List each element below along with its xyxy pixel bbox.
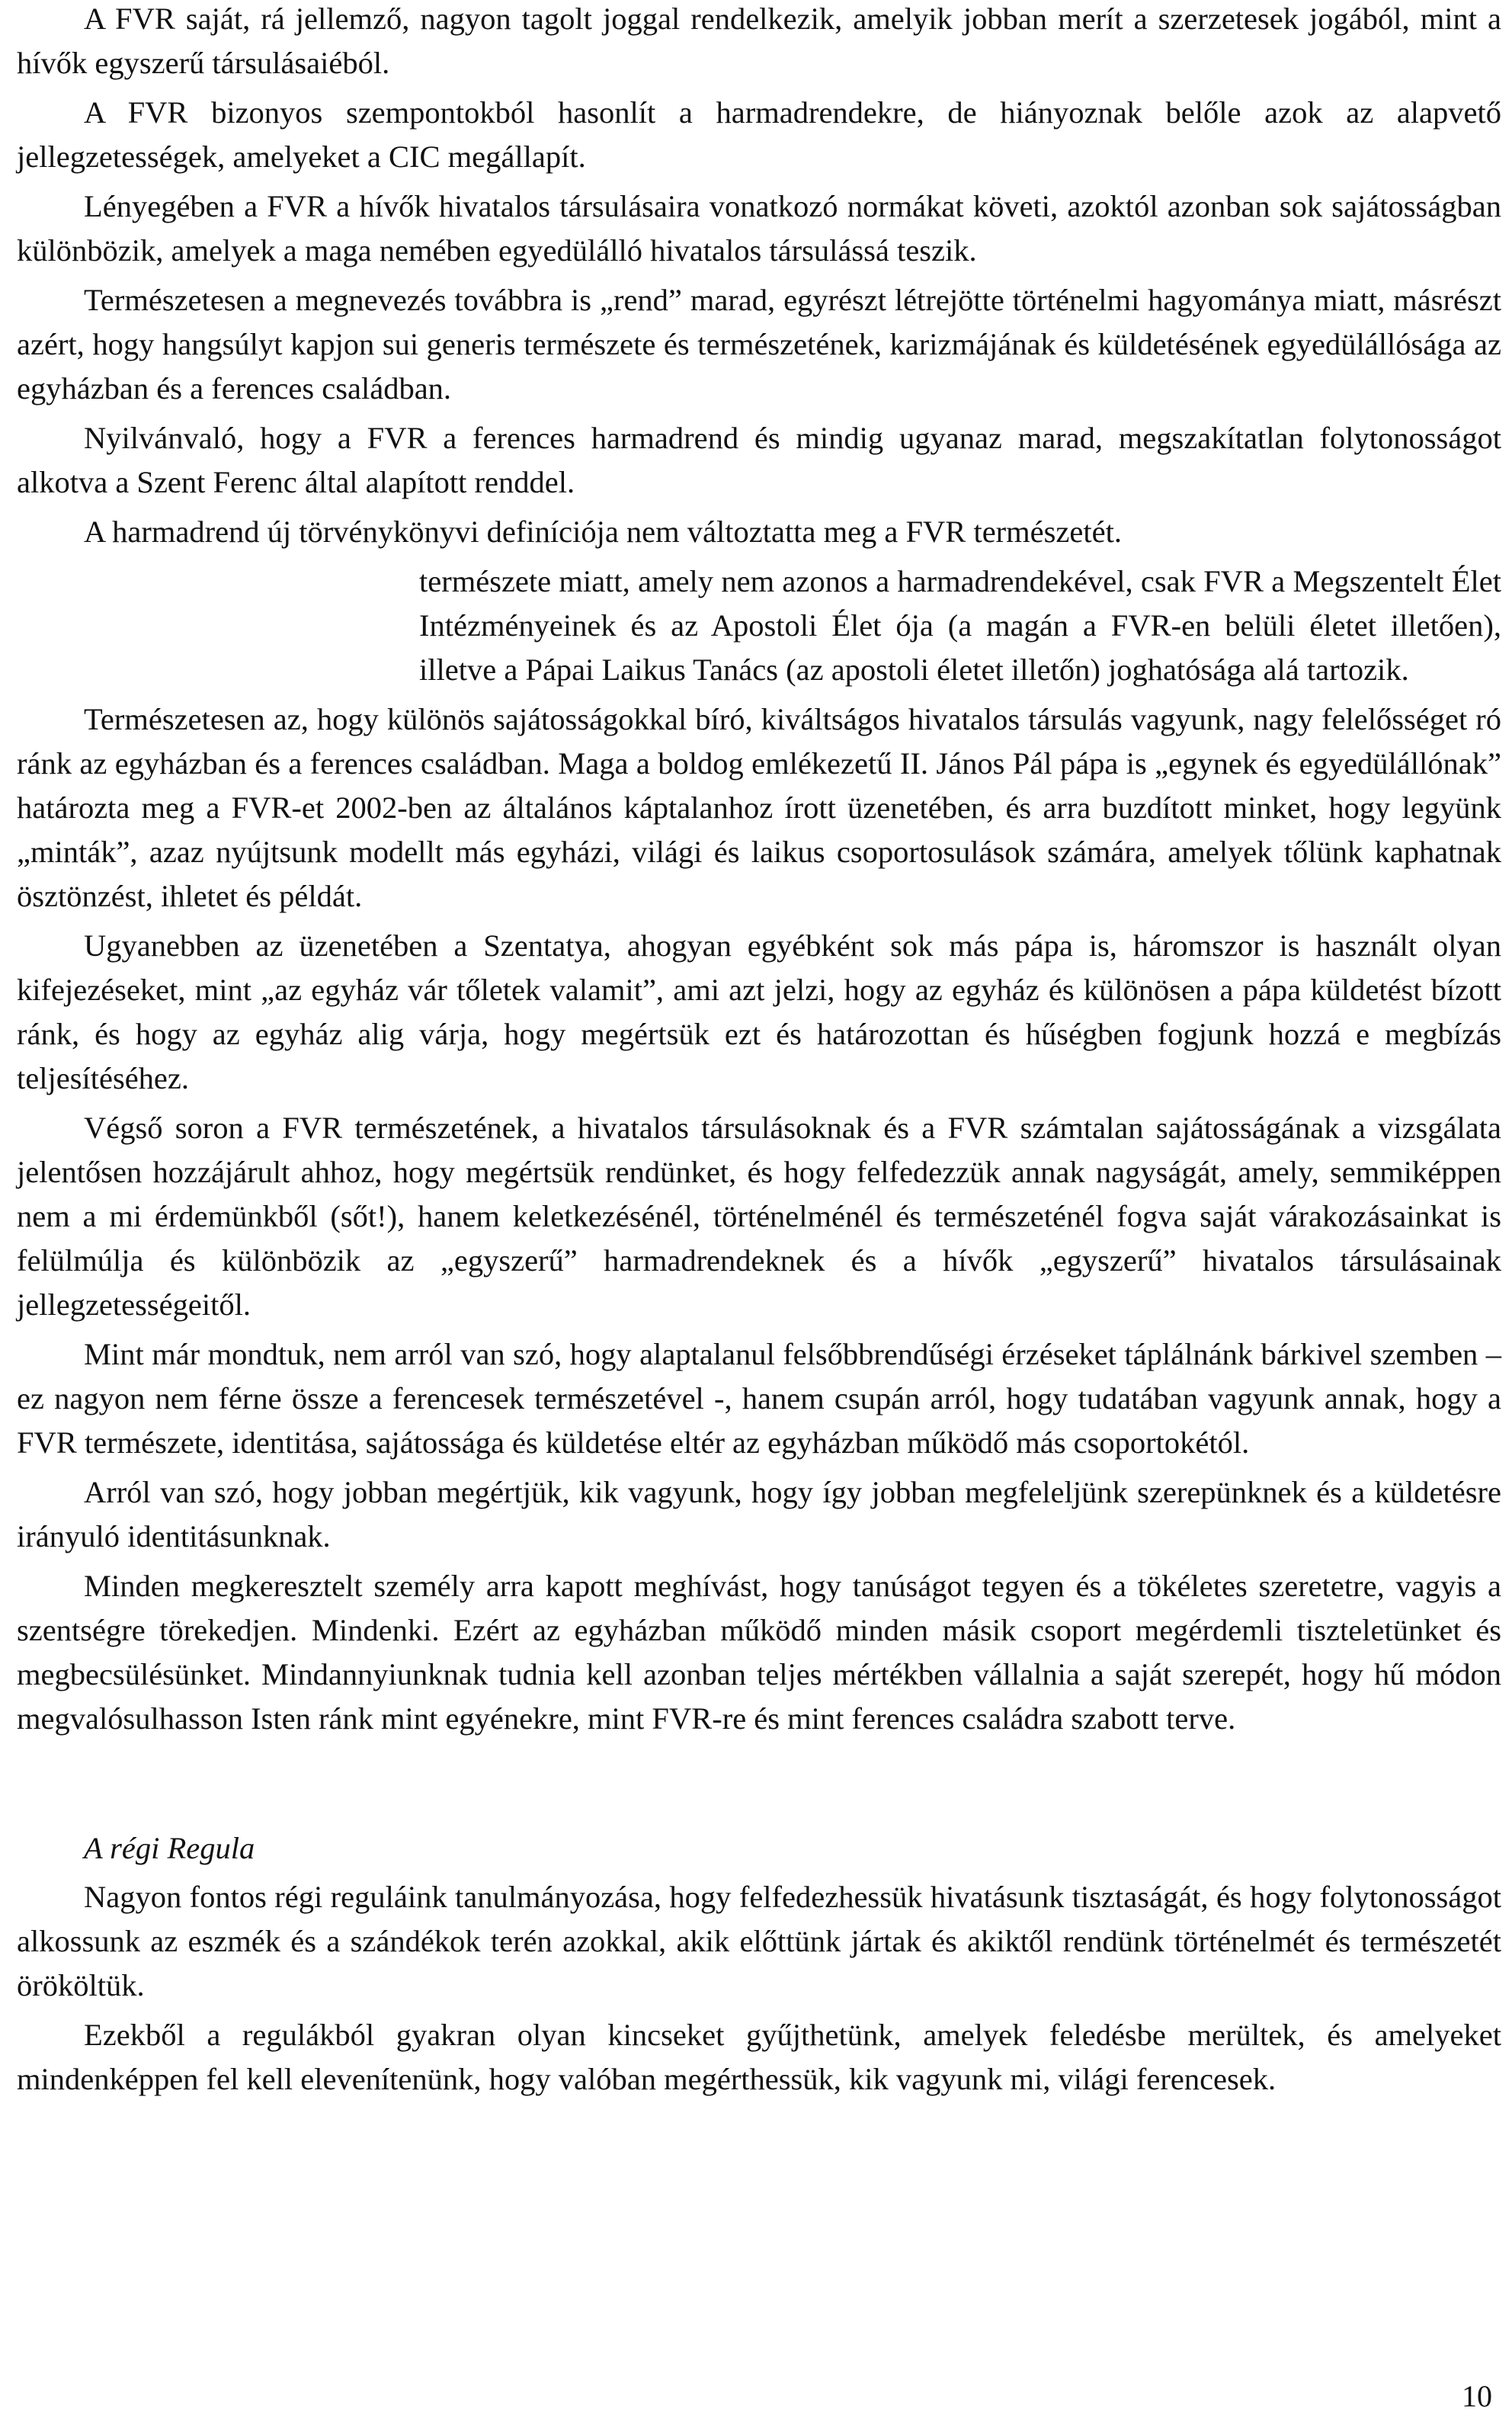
page-number: 10: [1462, 2379, 1492, 2413]
paragraph: Lényegében a FVR a hívők hivatalos társulásaira vonatkozó normákat követi, azoktól azonban sok sajátosságban különbözik, amelyek a maga nemében egyedülálló hivatalos társulássá teszik.: [17, 189, 1501, 268]
paragraph: Nagyon fontos régi reguláink tanulmányozása, hogy felfedezhessük hivatásunk tisztaságát, és hogy folytonosságot alkossunk az eszmék és a szándékok terén azokkal, akik előttünk jártak és akiktől rendünk történelmét és természetét örököltük.: [17, 1880, 1501, 2002]
document-page: [17, 0, 1501, 2107]
paragraph: Természetesen az, hogy különös sajátosságokkal bíró, kiváltságos hivatalos társulás vagyunk, nagy felelősséget ró ránk az egyházban és a ferences családban. Maga a boldog emlékezetű II. János Pál pápa is „egynek és egyedülállónak” határozta meg a FVR-et 2002-ben az általános káptalanhoz írott üzenetében, és arra buzdított minket, hogy legyünk „minták”, azaz nyújtsunk modellt más egyházi, világi és laikus csoportosulások számára, amelyek tőlünk kaphatnak ösztönzést, ihletet és példát.: [17, 702, 1501, 913]
paragraph: A harmadrend új törvénykönyvi definíciója nem változtatta meg a FVR természetét.: [84, 515, 1122, 549]
paragraph: A FVR bizonyos szempontokból hasonlít a harmadrendekre, de hiányoznak belőle azok az alapvető jellegzetességek, amelyeket a CIC megállapít.: [17, 95, 1501, 174]
paragraph: Arról van szó, hogy jobban megértjük, kik vagyunk, hogy így jobban megfeleljünk szerepünknek és a küldetésre irányuló identitásunknak.: [17, 1475, 1501, 1553]
paragraph: Természetesen a megnevezés továbbra is „rend” marad, egyrészt létrejötte történelmi hagyománya miatt, másrészt azért, hogy hangsúlyt kapjon sui generis természete és természetének, karizmájának és küldetésének egyedülállósága az egyházban és a ferences családban.: [17, 283, 1501, 406]
paragraph: A FVR saját, rá jellemző, nagyon tagolt joggal rendelkezik, amelyik jobban merít a szerzetesek jogából, mint a hívők egyszerű társulásaiéból.: [17, 2, 1501, 80]
paragraph: Nyilvánvaló, hogy a FVR a ferences harmadrend és mindig ugyanaz marad, megszakítatlan folytonosságot alkotva a Szent Ferenc által alapított renddel.: [17, 421, 1501, 499]
paragraph: Ugyanebben az üzenetében a Szentatya, ahogyan egyébként sok más pápa is, háromszor is használt olyan kifejezéseket, mint „az egyház vár tőletek valamit”, ami azt jelzi, hogy az egyház és különösen a pápa küldetést bízott ránk, és hogy az egyház alig várja, hogy megértsük ezt és határozottan és hűségben fogjunk hozzá e megbízás teljesítéséhez.: [17, 928, 1501, 1095]
section-heading: A régi Regula: [84, 1831, 255, 1865]
paragraph: Minden megkeresztelt személy arra kapott meghívást, hogy tanúságot tegyen és a tökéletes szeretetre, vagyis a szentségre törekedjen. Mindenki. Ezért az egyházban működő minden másik csoport megérdemli tiszteletünket és megbecsülésünket. Mindannyiunknak tudnia kell azonban teljes mértékben vállalnia a saját szerepét, hogy hű módon megvalósulhasson Isten ránk mint egyénekre, mint FVR-re és mint ferences családra szabott terve.: [17, 1569, 1501, 1736]
paragraph: Végső soron a FVR természetének, a hivatalos társulásoknak és a FVR számtalan sajátosságának a vizsgálata jelentősen hozzájárult ahhoz, hogy megértsük rendünket, és hogy felfedezzük annak nagyságát, amely, semmiképpen nem a mi érdemünkből (sőt!), hanem keletkezésénél, történelménél és természeténél fogva saját várakozásainkat is felülmúlja és különbözik az „egyszerű” harmadrendeknek és a hívők „egyszerű” hivatalos társulásainak jellegzetességeitől.: [17, 1111, 1501, 1322]
paragraph: Mint már mondtuk, nem arról van szó, hogy alaptalanul felsőbbrendűségi érzéseket táplálnánk bárkivel szemben – ez nagyon nem férne össze a ferencesek természetével -, hanem csupán arról, hogy tudatában vagyunk annak, hogy a FVR természete, identitása, sajátossága és küldetése eltér az egyházban működő más csoportokétól.: [17, 1337, 1501, 1460]
paragraph: Ezekből a regulákból gyakran olyan kincseket gyűjthetünk, amelyek feledésbe merültek, és amelyeket mindenképpen fel kell elevenítenünk, hogy valóban megérthessük, kik vagyunk mi, világi ferencesek.: [17, 2018, 1501, 2096]
partial-paragraph: természete miatt, amely nem azonos a harmadrendekével, csak FVR a Megszentelt Élet Intézményeinek és az Apostoli Élet ója (a magán a FVR-en belüli életet illetően), illetve a Pápai Laikus Tanács (az apostoli életet illetőn) joghatósága alá tartozik.: [419, 564, 1501, 687]
